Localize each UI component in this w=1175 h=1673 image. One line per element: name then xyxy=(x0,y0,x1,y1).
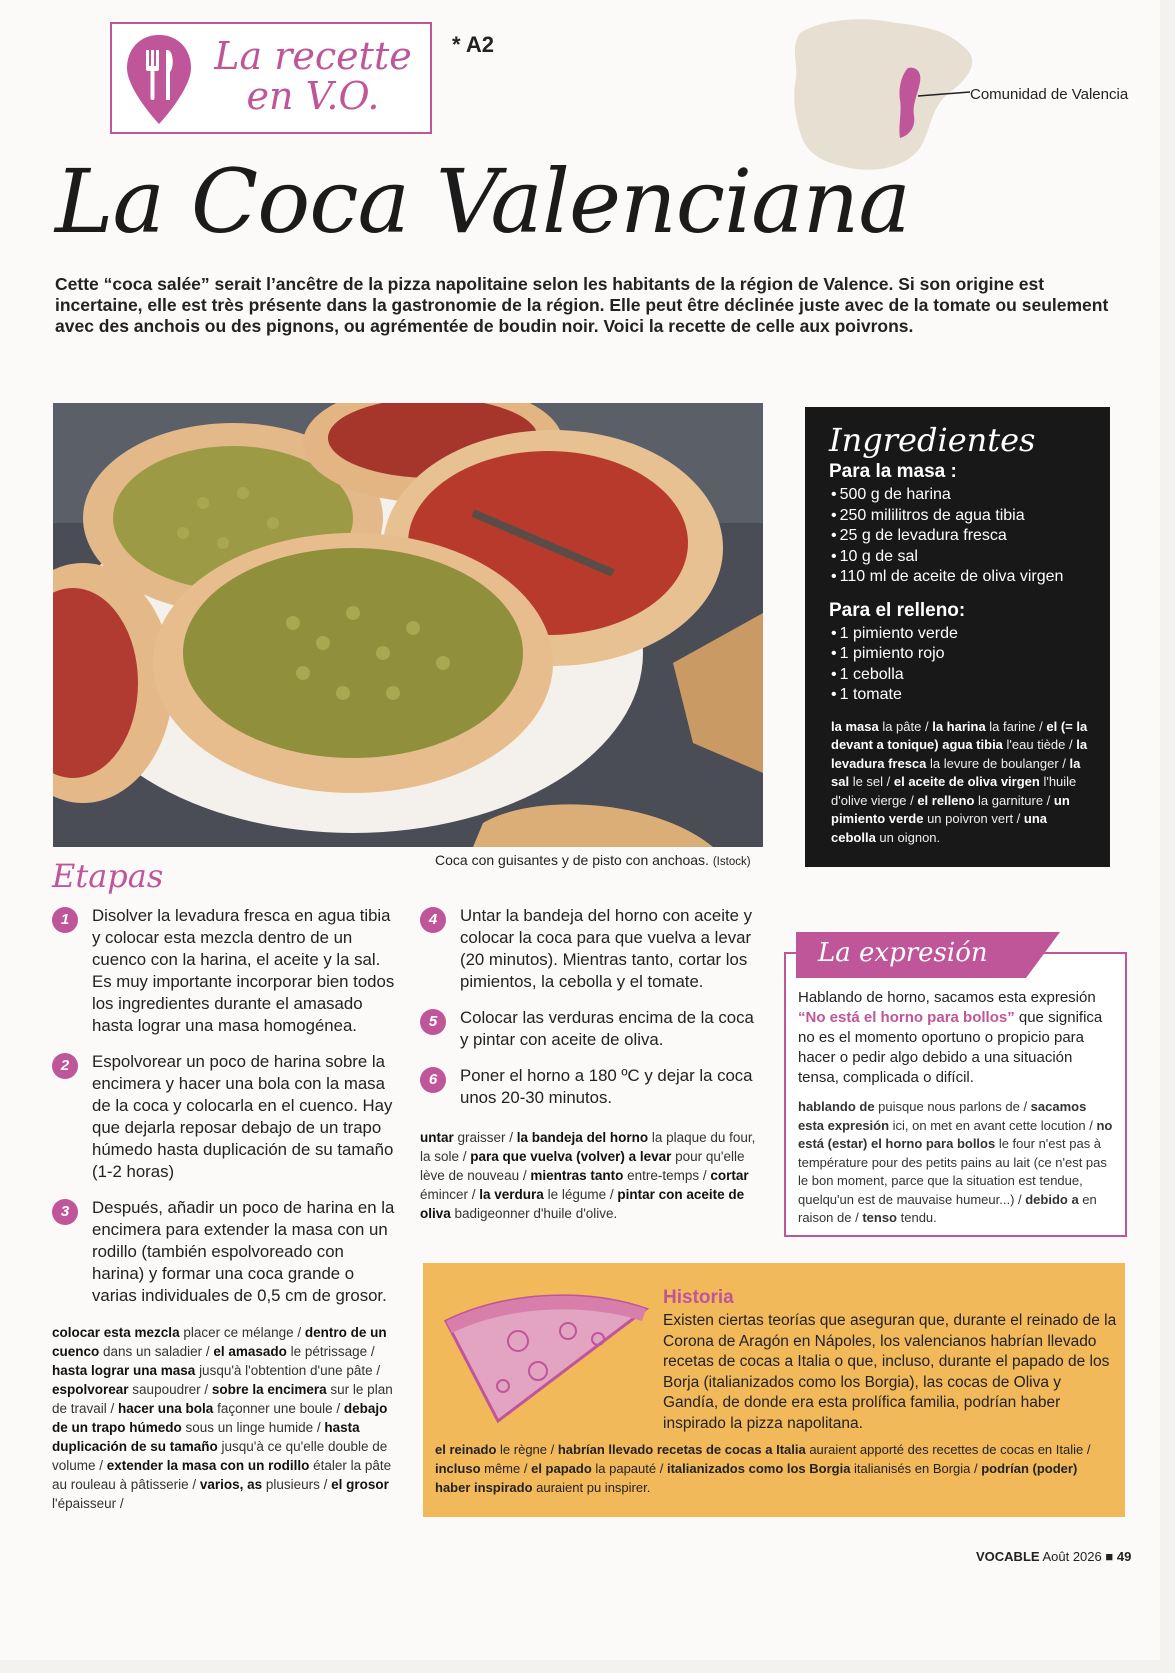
expresion-rest: que significa no es el momento oportuno o propicio para hacer o pedir algo debido a una situación tensa, complicada o difícil. xyxy=(798,1009,1103,1086)
gloss-term: espolvorear xyxy=(52,1382,133,1397)
step xyxy=(52,1051,397,1183)
gloss-term: el papado xyxy=(531,1461,596,1476)
step xyxy=(420,1065,765,1109)
masa-heading: Para la masa : xyxy=(829,461,957,482)
ingredients-title: Ingredientes xyxy=(829,421,1036,459)
ingredients-box xyxy=(805,407,1110,867)
gloss-term: debajo de un trapo húmedo xyxy=(52,1401,388,1435)
recipe-badge xyxy=(110,22,432,134)
gloss-term: la sal xyxy=(831,755,1081,789)
gloss-translation: le sel / xyxy=(852,774,894,789)
step xyxy=(420,905,765,993)
gloss-term: el (= la devant a tonique) agua tibia xyxy=(831,718,1088,752)
step-number: 5 xyxy=(420,1009,446,1035)
gloss-term: incluso xyxy=(435,1461,485,1476)
list-item: • 500 g de harina xyxy=(831,485,1094,506)
step-number: 2 xyxy=(52,1053,78,1079)
gloss-translation: la levure de boulanger / xyxy=(930,755,1070,771)
step-number: 1 xyxy=(52,907,78,933)
gloss-translation: l'huile d'olive vierge / xyxy=(831,774,1077,808)
badge-line-2: en V.O. xyxy=(246,74,380,118)
gloss-translation: même / xyxy=(484,1461,532,1476)
gloss-translation: un oignon. xyxy=(879,829,941,845)
footer-brand: VOCABLE xyxy=(976,1549,1040,1564)
intro-paragraph: Cette “coca salée” serait l’ancêtre de la pizza napolitaine selon les habitants de la région de Valence. Si son origine est incertaine, elle est très présente dans la gastronomie de la région. Elle peut être déclinée juste avec de la tomate ou seulement avec des anchois ou des pignons, ou agrémentée de boudin noir. Voici la recette de celle aux poivrons. xyxy=(55,274,1109,336)
list-item: • 1 pimiento rojo xyxy=(831,644,1094,665)
gloss-translation: la plaque du four, la sole / xyxy=(420,1130,756,1164)
step-text: Untar la bandeja del horno con aceite y colocar la coca para que vuelva a levar (20 minutos). Mientras tanto, cortar los pimientos, la cebolla y el tomate. xyxy=(460,906,753,991)
step-text: Después, añadir un poco de harina en la encimera para extender la masa con un rodillo (también espolvoreado con harina) y formar una coca grande o varias individuales de 0,5 cm de grosor. xyxy=(92,1198,395,1305)
gloss-term: para que vuelva (volver) a levar xyxy=(470,1149,676,1164)
gloss-translation: sur le plan de travail / xyxy=(52,1382,393,1416)
gloss-term: hacer una bola xyxy=(118,1401,218,1416)
step xyxy=(52,905,397,1037)
gloss-term: italianizados como los Borgia xyxy=(666,1461,855,1476)
gloss-term: el amasado xyxy=(213,1344,291,1359)
gloss-translation: émincer / xyxy=(420,1187,480,1202)
gloss-term: cortar xyxy=(710,1168,749,1183)
photo-caption xyxy=(435,852,751,868)
gloss-term: la harina xyxy=(932,718,990,734)
gloss-term: el reinado xyxy=(435,1442,501,1457)
gloss-translation: la papauté / xyxy=(595,1461,667,1476)
gloss-translation: le légume / xyxy=(547,1187,618,1202)
page-footer: VOCABLE Août 2026 ■ 49 xyxy=(976,1549,1132,1564)
gloss-term: hasta lograr una masa xyxy=(52,1363,200,1378)
gloss-translation: le règne / xyxy=(500,1442,558,1457)
gloss-term: dentro de un cuenco xyxy=(52,1325,387,1359)
gloss-term: el aceite de oliva virgen xyxy=(893,774,1044,789)
expresion-glossary xyxy=(798,1098,1113,1228)
gloss-translation: sous un linge humide / xyxy=(185,1420,325,1435)
gloss-term: hasta duplicación de su tamaño xyxy=(52,1420,360,1454)
gloss-translation: graisser / xyxy=(457,1130,517,1145)
gloss-term: una cebolla xyxy=(831,811,1048,845)
gloss-term: la bandeja del horno xyxy=(516,1130,652,1145)
etapas-title: Etapas xyxy=(52,857,164,895)
fork-knife-pin-icon xyxy=(124,32,194,127)
historia-text: Existen ciertas teorías que aseguran que, durante el reinado de la Corona de Aragón en Nápoles, los valencianos habrían llevado recetas de cocas a Italia o que, incluso, durante el papado de los Borja (italianizados como los Borgia), las cocas de Oliva y Gandía, de donde era esta prolífica familia, podrían haber inspirado la pizza napolitana. xyxy=(663,1312,1117,1432)
list-item: • 250 mililitros de agua tibia xyxy=(831,506,1094,527)
step-number: 3 xyxy=(52,1199,78,1225)
gloss-term: extender la masa con un rodillo xyxy=(106,1458,314,1473)
relleno-list xyxy=(831,624,1094,706)
gloss-translation: en raison de / xyxy=(798,1191,1097,1225)
coca-photo-illustration xyxy=(53,403,763,847)
level-tag: * A2 xyxy=(452,32,494,57)
gloss-translation: entre-temps / xyxy=(627,1168,711,1183)
expresion-box xyxy=(784,938,1127,1237)
list-item: • 1 tomate xyxy=(831,685,1094,706)
list-item: • 25 g de levadura fresca xyxy=(831,526,1094,547)
gloss-translation: italianisés en Borgia / xyxy=(854,1461,982,1476)
gloss-term: colocar esta mezcla xyxy=(52,1325,184,1340)
page-number: 49 xyxy=(1116,1549,1132,1564)
gloss-term: la verdura xyxy=(479,1187,548,1202)
gloss-term: mientras tanto xyxy=(530,1168,628,1183)
gloss-term: tenso xyxy=(862,1210,901,1225)
list-item: • 1 pimiento verde xyxy=(831,624,1094,645)
gloss-translation: façonner une boule / xyxy=(217,1401,344,1416)
gloss-translation: le four n'est pas à température pour des petits pains au lait (ce n'est pas le bon moment, parce que la situation est tendue, quelqu'un est de mauvaise humeur...) / xyxy=(798,1136,1107,1207)
step-text: Poner el horno a 180 ºC y dejar la coca unos 20-30 minutos. xyxy=(460,1066,753,1107)
masa-list xyxy=(831,485,1094,588)
step-text: Colocar las verduras encima de la coca y pintar con aceite de oliva. xyxy=(460,1008,754,1049)
gloss-term: untar xyxy=(420,1130,458,1145)
gloss-term: pintar con aceite de oliva xyxy=(420,1187,745,1221)
gloss-translation: la garniture / xyxy=(978,792,1054,808)
steps-glossary-mid xyxy=(420,1128,760,1223)
gloss-translation: le pétrissage / xyxy=(290,1344,375,1359)
expresion-highlight: “No está el horno para bollos” xyxy=(798,1009,1015,1026)
list-item: • 1 cebolla xyxy=(831,665,1094,686)
gloss-translation: dans un saladier / xyxy=(103,1344,214,1359)
step xyxy=(52,1197,397,1307)
gloss-translation: plusieurs / xyxy=(265,1477,332,1492)
historia-title: Historia xyxy=(663,1287,734,1308)
footer-date: Août 2026 xyxy=(1042,1549,1102,1564)
list-item: • 10 g de sal xyxy=(831,547,1094,568)
caption-credit: (Istock) xyxy=(712,856,751,868)
list-item: • 110 ml de aceite de oliva virgen xyxy=(831,567,1094,588)
step-number: 6 xyxy=(420,1067,446,1093)
gloss-translation: puisque nous parlons de / xyxy=(878,1099,1031,1114)
gloss-term: sacamos esta expresión xyxy=(798,1099,1087,1133)
gloss-translation: l'eau tiède / xyxy=(1006,737,1077,752)
gloss-term: el grosor xyxy=(331,1477,389,1492)
gloss-term: habrían llevado recetas de cocas a Italia xyxy=(557,1442,810,1457)
gloss-term: sobre la encimera xyxy=(211,1382,331,1397)
gloss-translation: auraient apporté des recettes de cocas en Italie / xyxy=(809,1442,1091,1457)
historia-glossary xyxy=(435,1440,1115,1497)
gloss-term: la masa xyxy=(831,718,883,734)
gloss-term: la levadura fresca xyxy=(831,737,1088,771)
historia-box xyxy=(423,1263,1125,1517)
gloss-translation: badigeonner d'huile d'olive. xyxy=(454,1206,618,1221)
gloss-term: un pimiento verde xyxy=(831,792,1070,826)
step-text: Disolver la levadura fresca en agua tibia y colocar esta mezcla dentro de un cuenco con la harina, el aceite y la sal. Es muy importante incorporar bien todos los ingredientes durante el amasado hasta lograr una masa homogénea. xyxy=(92,906,395,1035)
gloss-translation: la pâte / xyxy=(882,718,933,734)
step xyxy=(420,1007,765,1051)
step-text: Espolvorear un poco de harina sobre la encimera y hacer una bola con la masa de la coca y colocarla en el cuenco. Hay que dejarla reposar debajo de un trapo húmedo hasta duplicación de su tamaño (1-2 horas) xyxy=(92,1052,394,1181)
gloss-term: debido a xyxy=(1025,1191,1083,1207)
gloss-translation: la farine / xyxy=(989,718,1047,734)
step-number: 4 xyxy=(420,907,446,933)
gloss-translation: un poivron vert / xyxy=(927,811,1024,826)
gloss-term: hablando de xyxy=(798,1099,879,1114)
gloss-translation: tendu. xyxy=(900,1210,937,1225)
gloss-translation: jusqu'à l'obtention d'une pâte / xyxy=(199,1363,381,1378)
gloss-translation: l'épaisseur / xyxy=(52,1496,124,1511)
map-label: Comunidad de Valencia xyxy=(970,86,1129,103)
coca-photo xyxy=(53,403,763,847)
gloss-translation: placer ce mélange / xyxy=(183,1325,305,1340)
badge-line-1: La recette xyxy=(214,34,412,78)
gloss-translation: pour qu'elle lève de nouveau / xyxy=(420,1149,745,1183)
gloss-translation: jusqu'à ce qu'elle double de volume / xyxy=(52,1439,388,1473)
gloss-translation: ici, on met en avant cette locution / xyxy=(892,1117,1097,1133)
expresion-intro: Hablando de horno, sacamos esta expresión xyxy=(798,989,1096,1006)
ingredients-glossary xyxy=(831,718,1094,848)
gloss-term: podrían (poder) haber inspirado xyxy=(435,1461,1078,1495)
steps-column-mid xyxy=(420,905,765,1123)
gloss-translation: saupoudrer / xyxy=(132,1382,212,1397)
pizza-slice-icon xyxy=(438,1281,653,1431)
recipe-title: La Coca Valenciana xyxy=(55,150,910,253)
gloss-translation: auraient pu inspirer. xyxy=(536,1480,651,1495)
caption-text: Coca con guisantes y de pisto con anchoas. xyxy=(435,852,709,868)
gloss-translation: étaler la pâte au rouleau à pâtisserie / xyxy=(52,1458,392,1492)
expresion-text xyxy=(798,988,1113,1088)
relleno-heading: Para el relleno: xyxy=(829,599,966,621)
badge-title xyxy=(208,36,418,116)
steps-glossary-left xyxy=(52,1323,397,1513)
steps-column-left xyxy=(52,905,397,1321)
expresion-title: La expresión xyxy=(796,932,1026,978)
gloss-term: el relleno xyxy=(917,792,979,808)
gloss-term: no está (estar) el horno para bollos xyxy=(798,1117,1113,1151)
gloss-term: varios, as xyxy=(199,1477,266,1492)
